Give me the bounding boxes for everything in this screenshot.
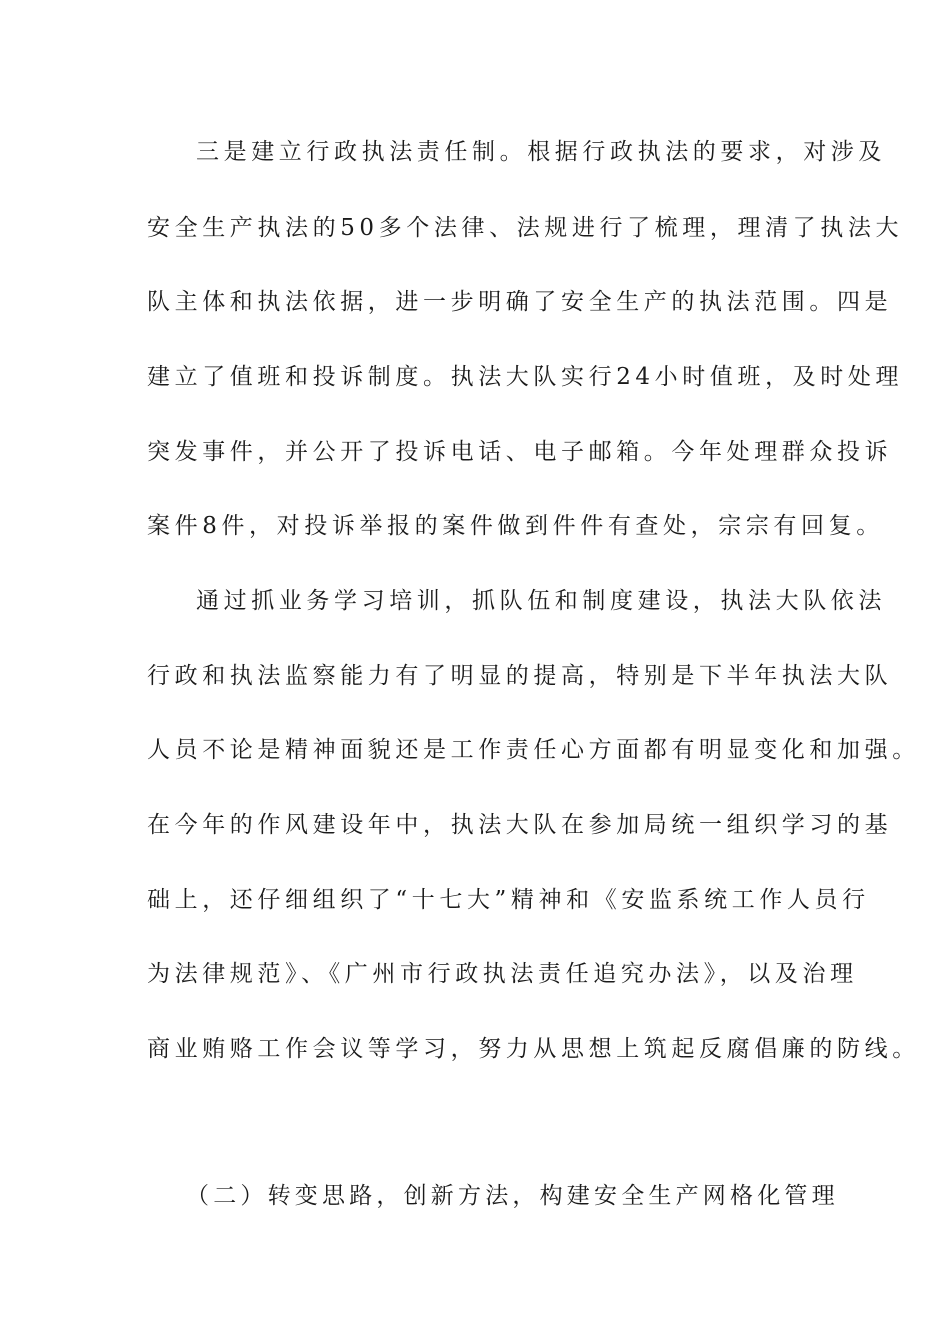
paragraph-1-line-6: 案件8件，对投诉举报的案件做到件件有查处，宗宗有回复。: [147, 513, 884, 539]
paragraph-2-line-3: 人员不论是精神面貌还是工作责任心方面都有明显变化和加强。: [147, 737, 920, 763]
paragraph-2-line-7: 商业贿赂工作会议等学习，努力从思想上筑起反腐倡廉的防线。: [147, 1036, 920, 1062]
paragraph-2-line-2: 行政和执法监察能力有了明显的提高，特别是下半年执法大队: [147, 663, 893, 689]
paragraph-1-line-5: 突发事件，并公开了投诉电话、电子邮箱。今年处理群众投诉: [147, 439, 893, 465]
paragraph-1-line-2: 安全生产执法的50多个法律、法规进行了梳理，理清了执法大: [147, 215, 904, 241]
paragraph-1-line-1: 三是建立行政执法责任制。根据行政执法的要求，对涉及: [196, 139, 886, 165]
paragraph-2-line-6: 为法律规范》、《广州市行政执法责任追究办法》，以及治理: [147, 961, 858, 987]
paragraph-1-line-3: 队主体和执法依据，进一步明确了安全生产的执法范围。四是: [147, 289, 893, 315]
paragraph-2-line-5: 础上，还仔细组织了“十七大”精神和《安监系统工作人员行: [147, 887, 870, 913]
paragraph-1-line-4: 建立了值班和投诉制度。执法大队实行24小时值班，及时处理: [147, 364, 904, 390]
paragraph-2-line-1: 通过抓业务学习培训，抓队伍和制度建设，执法大队依法: [196, 588, 886, 614]
paragraph-2-line-4: 在今年的作风建设年中，执法大队在参加局统一组织学习的基: [147, 812, 893, 838]
section-heading: （二）转变思路，创新方法，构建安全生产网格化管理: [186, 1183, 839, 1209]
